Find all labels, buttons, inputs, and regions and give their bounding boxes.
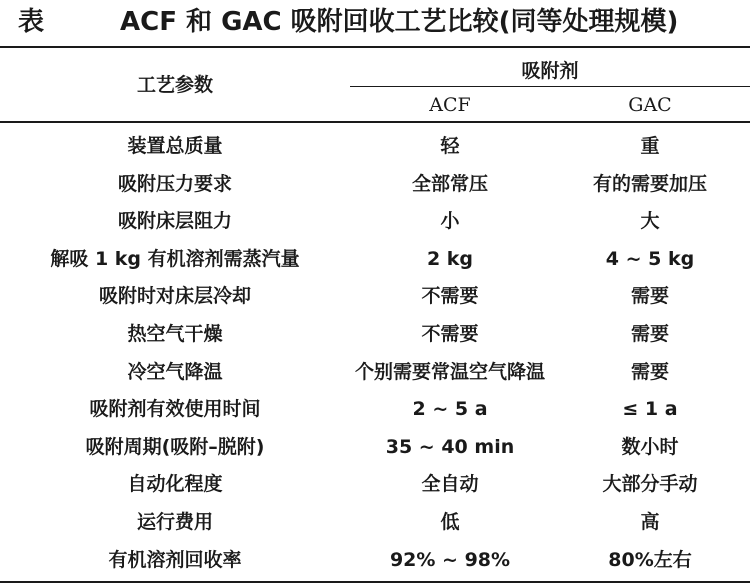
table-body: [0, 128, 750, 579]
acf-cell: 全自动: [421, 473, 479, 496]
table-row: [0, 542, 750, 580]
acf-cell: 小: [440, 210, 460, 233]
acf-cell: 低: [440, 510, 460, 533]
table-row: [0, 316, 750, 354]
gac-cell: 有的需要加压: [592, 172, 707, 195]
param-cell: 吸附剂有效使用时间: [89, 398, 261, 421]
header-adsorbent: 吸附剂: [521, 60, 579, 82]
gac-cell: 高: [640, 510, 660, 533]
acf-cell: 92% ~ 98%: [389, 548, 511, 571]
param-cell: 吸附压力要求: [117, 172, 232, 195]
gac-cell: 80%左右: [608, 548, 692, 571]
gac-cell: 4 ~ 5 kg: [605, 247, 695, 270]
gac-cell: 需要: [630, 322, 669, 345]
param-cell: 吸附时对床层冷却: [98, 285, 251, 308]
caption-label: 表: [18, 7, 45, 37]
gac-cell: 数小时: [621, 435, 679, 458]
gac-cell: 大: [640, 210, 660, 233]
acf-cell: 个别需要常温空气降温: [354, 360, 545, 383]
table-row: [0, 354, 750, 392]
acf-cell: 35 ~ 40 min: [385, 435, 515, 458]
table-row: [0, 128, 750, 166]
gac-cell: 需要: [630, 360, 669, 383]
header-acf: ACF: [429, 94, 471, 116]
acf-cell: 2 ~ 5 a: [412, 398, 488, 421]
header-gac: GAC: [628, 94, 672, 116]
param-cell: 解吸 1 kg 有机溶剂需蒸汽量: [50, 247, 300, 270]
header-subrule: [350, 86, 750, 87]
table-row: [0, 391, 750, 429]
header-params: 工艺参数: [136, 74, 213, 96]
gac-cell: 需要: [630, 285, 669, 308]
acf-cell: 轻: [440, 135, 460, 157]
acf-cell: 不需要: [421, 322, 479, 345]
param-cell: 热空气干燥: [127, 322, 223, 345]
table-row: [0, 241, 750, 279]
table-row: [0, 166, 750, 204]
param-cell: 有机溶剂回收率: [108, 548, 242, 571]
gac-cell: ≤ 1 a: [622, 398, 678, 421]
acf-cell: 不需要: [421, 285, 479, 308]
header-rule: [0, 121, 750, 123]
table-row: [0, 203, 750, 241]
table-caption: [0, 4, 750, 40]
gac-cell: 大部分手动: [602, 473, 698, 496]
param-cell: 自动化程度: [127, 473, 223, 496]
caption-title: ACF 和 GAC 吸附回收工艺比较(同等处理规模): [120, 7, 679, 37]
param-cell: 装置总质量: [127, 135, 223, 157]
acf-cell: 全部常压: [411, 172, 488, 195]
param-cell: 运行费用: [136, 510, 213, 533]
table-row: [0, 278, 750, 316]
acf-cell: 2 kg: [426, 247, 474, 270]
table-row: [0, 429, 750, 467]
table-row: [0, 466, 750, 504]
table-row: [0, 504, 750, 542]
param-cell: 冷空气降温: [127, 360, 223, 383]
param-cell: 吸附床层阻力: [117, 210, 232, 233]
gac-cell: 重: [640, 135, 660, 157]
top-rule: [0, 46, 750, 48]
param-cell: 吸附周期(吸附–脱附): [85, 435, 265, 458]
